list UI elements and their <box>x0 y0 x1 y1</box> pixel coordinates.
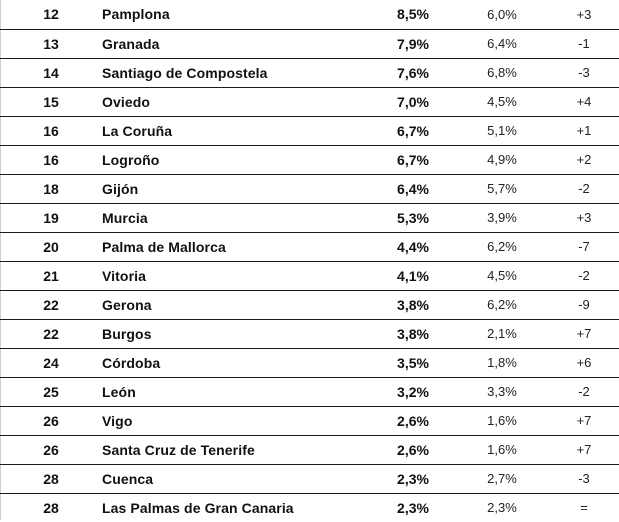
rank-cell: 15 <box>0 87 102 116</box>
previous-percent-cell: 1,6% <box>455 435 549 464</box>
rank-cell: 22 <box>0 319 102 348</box>
table-row <box>0 232 619 261</box>
table-row <box>0 435 619 464</box>
current-percent-cell: 6,7% <box>371 145 455 174</box>
rank-cell: 12 <box>0 0 102 29</box>
rank-cell: 16 <box>0 145 102 174</box>
current-percent-cell: 3,2% <box>371 377 455 406</box>
table-row <box>0 203 619 232</box>
city-name-cell: Santiago de Compostela <box>102 58 371 87</box>
current-percent-cell: 7,9% <box>371 29 455 58</box>
current-percent-cell: 6,4% <box>371 174 455 203</box>
table-row <box>0 377 619 406</box>
previous-percent-cell: 3,3% <box>455 377 549 406</box>
table-row <box>0 261 619 290</box>
table-row <box>0 348 619 377</box>
position-change-cell: -3 <box>549 58 619 87</box>
city-name-cell: León <box>102 377 371 406</box>
previous-percent-cell: 5,7% <box>455 174 549 203</box>
previous-percent-cell: 6,0% <box>455 0 549 29</box>
previous-percent-cell: 6,2% <box>455 232 549 261</box>
position-change-cell: -1 <box>549 29 619 58</box>
current-percent-cell: 3,8% <box>371 319 455 348</box>
previous-percent-cell: 4,5% <box>455 87 549 116</box>
current-percent-cell: 5,3% <box>371 203 455 232</box>
previous-percent-cell: 4,9% <box>455 145 549 174</box>
table-row <box>0 290 619 319</box>
rank-cell: 14 <box>0 58 102 87</box>
current-percent-cell: 7,6% <box>371 58 455 87</box>
current-percent-cell: 4,1% <box>371 261 455 290</box>
table-row <box>0 174 619 203</box>
current-percent-cell: 3,5% <box>371 348 455 377</box>
city-name-cell: Palma de Mallorca <box>102 232 371 261</box>
position-change-cell: -2 <box>549 377 619 406</box>
city-name-cell: Santa Cruz de Tenerife <box>102 435 371 464</box>
current-percent-cell: 2,3% <box>371 464 455 493</box>
position-change-cell: +4 <box>549 87 619 116</box>
current-percent-cell: 8,5% <box>371 0 455 29</box>
rank-cell: 16 <box>0 116 102 145</box>
city-name-cell: Córdoba <box>102 348 371 377</box>
city-name-cell: Gijón <box>102 174 371 203</box>
table-row <box>0 58 619 87</box>
position-change-cell: +1 <box>549 116 619 145</box>
city-name-cell: Pamplona <box>102 0 371 29</box>
previous-percent-cell: 6,8% <box>455 58 549 87</box>
city-name-cell: Gerona <box>102 290 371 319</box>
table-row <box>0 464 619 493</box>
rank-cell: 18 <box>0 174 102 203</box>
rank-cell: 22 <box>0 290 102 319</box>
city-name-cell: Burgos <box>102 319 371 348</box>
current-percent-cell: 2,6% <box>371 406 455 435</box>
table-row <box>0 0 619 29</box>
position-change-cell: -7 <box>549 232 619 261</box>
rank-cell: 19 <box>0 203 102 232</box>
position-change-cell: +3 <box>549 203 619 232</box>
position-change-cell: -9 <box>549 290 619 319</box>
table-row <box>0 87 619 116</box>
previous-percent-cell: 1,6% <box>455 406 549 435</box>
city-name-cell: Vigo <box>102 406 371 435</box>
city-name-cell: Oviedo <box>102 87 371 116</box>
previous-percent-cell: 2,7% <box>455 464 549 493</box>
current-percent-cell: 7,0% <box>371 87 455 116</box>
city-name-cell: Logroño <box>102 145 371 174</box>
previous-percent-cell: 6,4% <box>455 29 549 58</box>
table-row <box>0 145 619 174</box>
table-row <box>0 493 619 522</box>
city-name-cell: Cuenca <box>102 464 371 493</box>
position-change-cell: +3 <box>549 0 619 29</box>
previous-percent-cell: 2,1% <box>455 319 549 348</box>
previous-percent-cell: 5,1% <box>455 116 549 145</box>
current-percent-cell: 2,3% <box>397 499 429 516</box>
rank-cell: 13 <box>0 29 102 58</box>
position-change-cell: -3 <box>549 464 619 493</box>
city-name-cell: Granada <box>102 29 371 58</box>
position-change-cell: +7 <box>549 435 619 464</box>
current-percent-cell: 3,8% <box>371 290 455 319</box>
current-percent-cell: 6,7% <box>371 116 455 145</box>
city-name-cell: La Coruña <box>102 116 371 145</box>
city-name-cell: Vitoria <box>102 261 371 290</box>
rank-cell: 25 <box>0 377 102 406</box>
rank-cell: 28 <box>43 499 59 516</box>
current-percent-cell: 2,6% <box>371 435 455 464</box>
current-percent-cell: 4,4% <box>371 232 455 261</box>
rank-cell: 26 <box>0 406 102 435</box>
rank-cell: 24 <box>0 348 102 377</box>
previous-percent-cell: 6,2% <box>455 290 549 319</box>
position-change-cell: +2 <box>549 145 619 174</box>
position-change-cell: -2 <box>549 174 619 203</box>
position-change-cell: +7 <box>549 406 619 435</box>
previous-percent-cell: 4,5% <box>455 261 549 290</box>
position-change-cell: +6 <box>549 348 619 377</box>
previous-percent-cell: 1,8% <box>455 348 549 377</box>
previous-percent-cell: 3,9% <box>455 203 549 232</box>
previous-percent-cell: 2,3% <box>487 500 517 516</box>
table-row <box>0 406 619 435</box>
position-change-cell: = <box>580 500 588 516</box>
rank-cell: 26 <box>0 435 102 464</box>
table-row <box>0 319 619 348</box>
rank-cell: 28 <box>0 464 102 493</box>
city-name-cell: Las Palmas de Gran Canaria <box>102 499 294 516</box>
table-row <box>0 116 619 145</box>
city-name-cell: Murcia <box>102 203 371 232</box>
position-change-cell: +7 <box>549 319 619 348</box>
rank-cell: 21 <box>0 261 102 290</box>
position-change-cell: -2 <box>549 261 619 290</box>
rank-cell: 20 <box>0 232 102 261</box>
table-row <box>0 29 619 58</box>
